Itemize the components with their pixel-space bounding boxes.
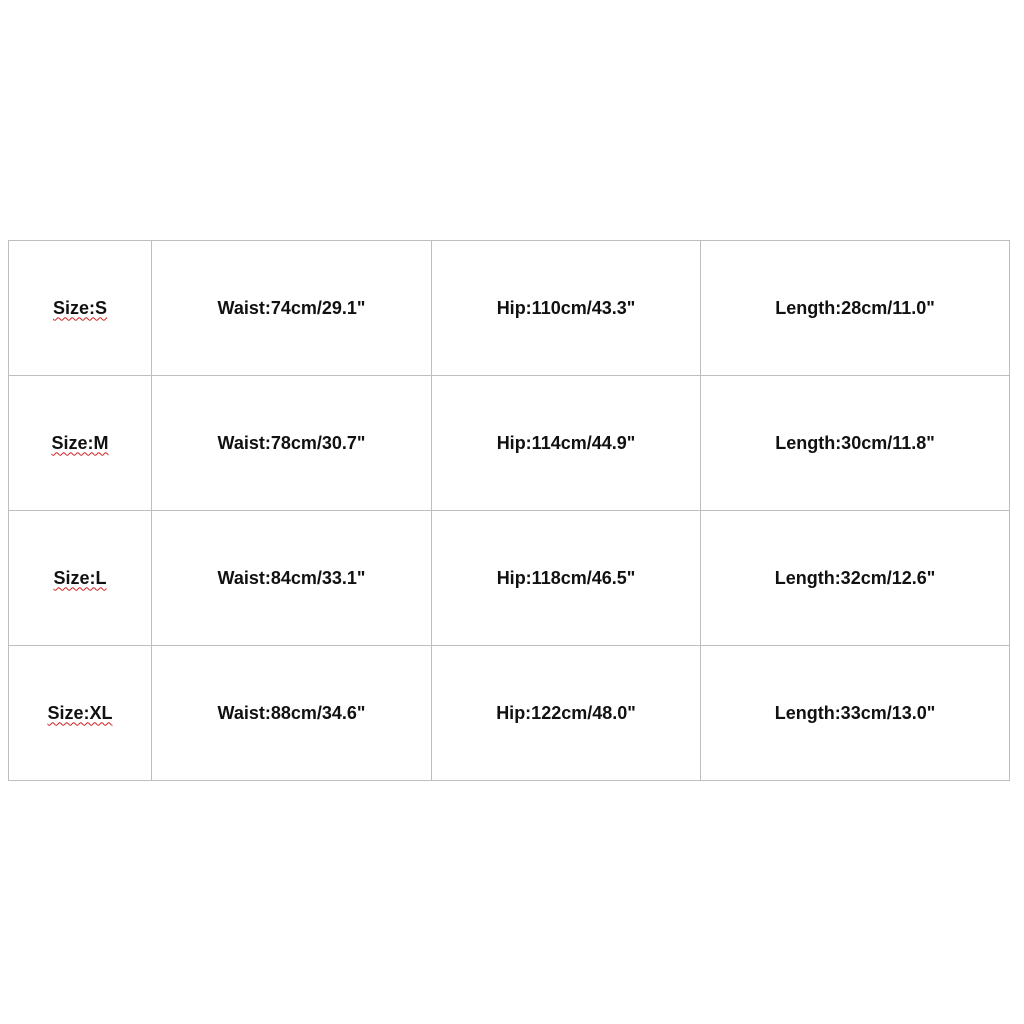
size-chart-table	[8, 240, 1010, 781]
table-row	[9, 646, 1010, 781]
length-cell: Length:33cm/13.0"	[701, 646, 1010, 781]
size-label: Size:XL	[47, 702, 113, 723]
size-label: Size:L	[53, 567, 107, 588]
table-row	[9, 241, 1010, 376]
hip-cell: Hip:110cm/43.3"	[432, 241, 701, 376]
size-label: Size:M	[51, 432, 109, 453]
hip-cell: Hip:114cm/44.9"	[432, 376, 701, 511]
length-cell: Length:28cm/11.0"	[701, 241, 1010, 376]
size-cell	[9, 511, 152, 646]
length-cell: Length:32cm/12.6"	[701, 511, 1010, 646]
length-cell: Length:30cm/11.8"	[701, 376, 1010, 511]
waist-cell: Waist:84cm/33.1"	[152, 511, 432, 646]
size-cell	[9, 376, 152, 511]
hip-cell: Hip:118cm/46.5"	[432, 511, 701, 646]
waist-cell: Waist:78cm/30.7"	[152, 376, 432, 511]
hip-cell: Hip:122cm/48.0"	[432, 646, 701, 781]
table-row	[9, 376, 1010, 511]
size-cell	[9, 646, 152, 781]
waist-cell: Waist:88cm/34.6"	[152, 646, 432, 781]
size-cell	[9, 241, 152, 376]
size-label: Size:S	[52, 297, 108, 318]
table-row	[9, 511, 1010, 646]
waist-cell: Waist:74cm/29.1"	[152, 241, 432, 376]
